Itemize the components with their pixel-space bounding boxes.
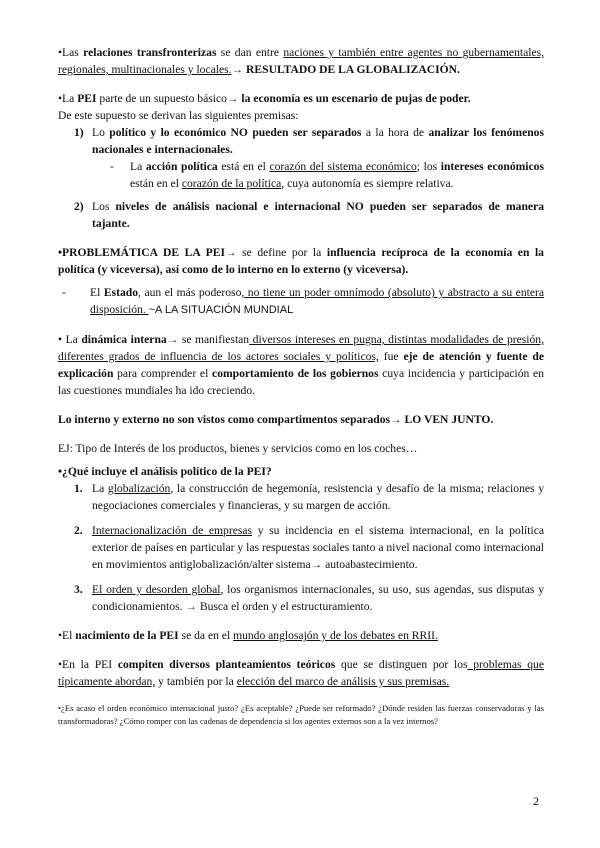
paragraph-nacimiento: •El nacimiento de la PEI se da en el mundo anglosajón y de los debates en RRII.	[58, 629, 438, 642]
premisas-list-2	[58, 198, 544, 232]
paragraph-dinamica: • La dinámica interna→ se manifiestan diversos intereses en pugna, distintas modalidades de presión, diferentes grados de influencia de los actores sociales y políticos, fue eje de atención y fuente de explicación para comprender el comportamiento de los gobiernos cuya incidencia y participación en las cuestiones mundiales ha ido creciendo.	[58, 333, 544, 397]
list-item: 2. Internacionalización de empresas y su incidencia en el sistema internacional, en la política exterior de países en particular y las respuestas sociales tanto a nivel nacional como internacional en movimientos antiglobalización/alter sistema→ autoabastecimiento.	[74, 524, 544, 571]
paragraph-problematica: •PROBLEMÁTICA DE LA PEI→ se define por la influencia recíproca de la economía en la política (y viceversa), así como de lo interno en lo externo (y viceversa).	[58, 246, 544, 276]
incluye-list	[58, 480, 544, 615]
premisas-intro: De este supuesto se derivan las siguientes premisas:	[58, 109, 299, 122]
paragraph-pei-supuesto: •La PEI parte de un supuesto básico→ la economía es un escenario de pujas de poder.	[58, 92, 471, 105]
document-body	[58, 44, 544, 728]
list-subitem: - La acción política está en el corazón del sistema económico; los intereses económicos están en el corazón de la política, cuya autonomía es siempre relativa.	[110, 160, 544, 190]
list-item: 1. La globalización, la construcción de hegemonía, resistencia y desafío de la misma; relaciones y negociaciones comerciales y financieras, y su margen de acción.	[74, 482, 544, 512]
paragraph-planteamientos: •En la PEI compiten diversos planteamientos teóricos que se distinguen por los problemas que típicamente abordan, y también por la elección del marco de análisis y sus premisas.	[58, 658, 544, 688]
list-item: 1) Lo político y lo económico NO pueden ser separados a la hora de analizar los fenómenos nacionales e internacionales.	[74, 126, 544, 156]
paragraph-ejemplo: EJ: Tipo de Interés de los productos, bienes y servicios como en los coches…	[58, 442, 418, 455]
list-item: 3. El orden y desorden global, los organismos internacionales, su uso, sus agendas, sus disputas y condicionamientos. → Busca el orden y el estructuramiento.	[74, 583, 544, 613]
paragraph-preguntas: •¿Es acaso el orden económico internacional justo? ¿Es aceptable? ¿Puede ser reformado? ¿Dónde residen las fuerzas conservadoras y las transformadoras? ¿Cómo romper con las cadenas de dependencia si los agentes externos son a la vez internos?	[58, 703, 544, 726]
paragraph-interno-externo: Lo interno y externo no son vistos como compartimentos separados→ LO VEN JUNTO.	[58, 413, 494, 426]
paragraph-relaciones: •Las relaciones transfronterizas se dan entre naciones y también entre agentes no gubernamentales, regionales, multinacionales y locales.→ RESULTADO DE LA GLOBALIZACIÓN.	[58, 46, 545, 76]
heading-que-incluye: •¿Qué incluye el análisis político de la PEI?	[58, 465, 272, 478]
list-item: 2) Los niveles de análisis nacional e internacional NO pueden ser separados de manera tajante.	[74, 200, 544, 230]
estado-subitem: - El Estado, aun el más poderoso, no tiene un poder omnímodo (absoluto) y abstracto a su entera disposición. ~A LA SITUACIÓN MUNDIAL	[62, 286, 544, 316]
page-number: 2	[533, 794, 539, 808]
premisas-list	[58, 124, 544, 158]
